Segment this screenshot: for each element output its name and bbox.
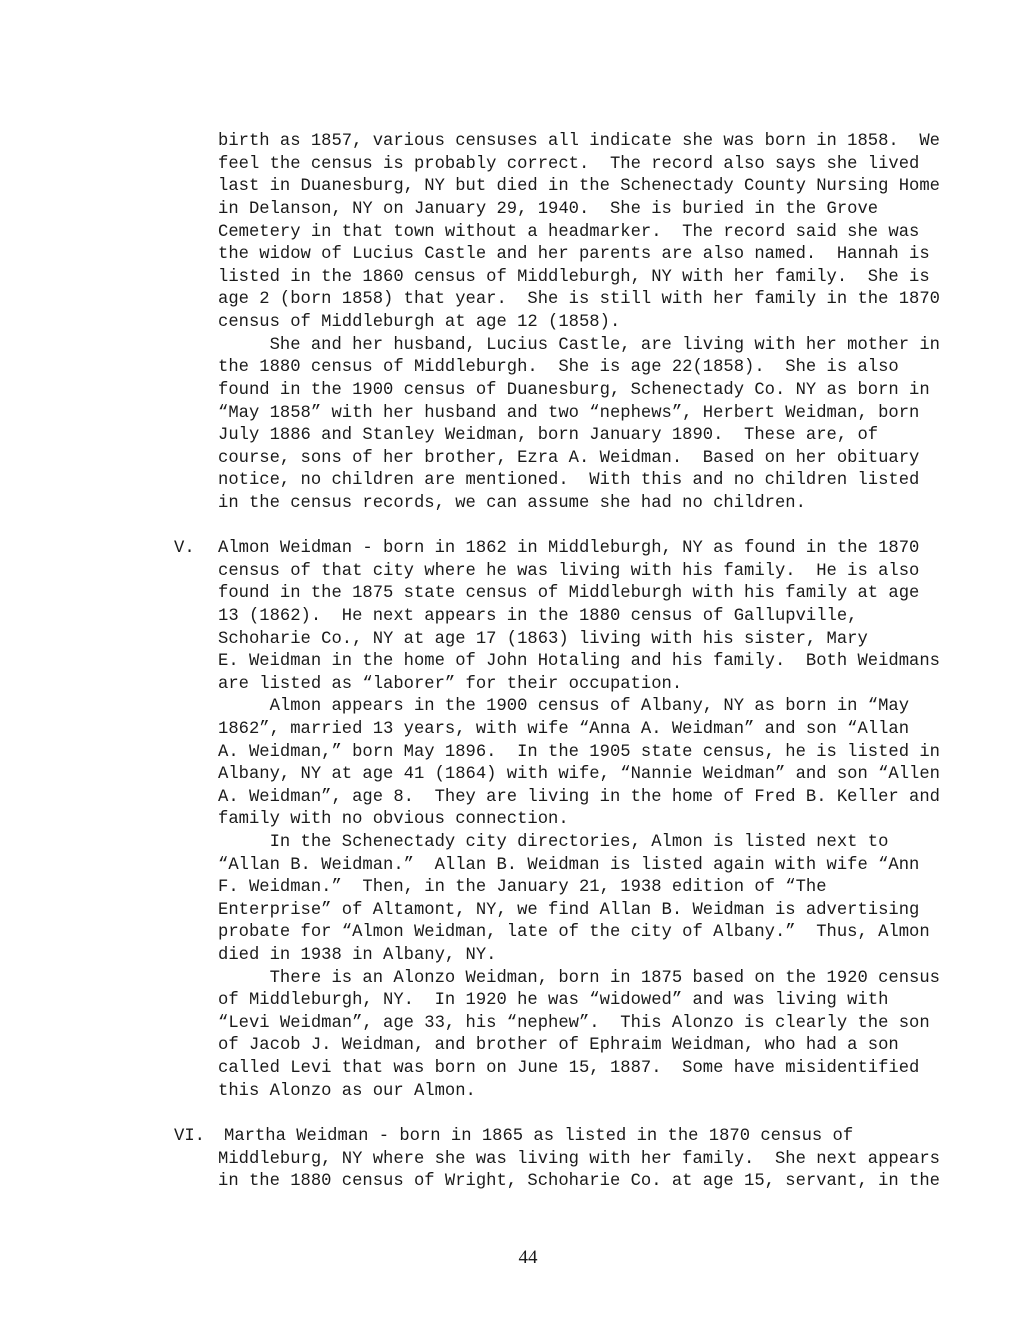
page-number: 44 xyxy=(518,1247,538,1268)
text-line: Albany, NY at age 41 (1864) with wife, “Nannie Weidman” and son “Allen xyxy=(218,765,940,784)
text-line: 13 (1862). He next appears in the 1880 census of Gallupville, xyxy=(218,607,858,626)
text-line: “May 1858” with her husband and two “nephews”, Herbert Weidman, born xyxy=(218,404,920,423)
text-line: in the census records, we can assume she had no children. xyxy=(218,494,806,513)
text-line: in the 1880 census of Wright, Schoharie Co. at age 15, servant, in the xyxy=(218,1172,940,1191)
text-line: probate for “Almon Weidman, late of the city of Albany.” Thus, Almon xyxy=(218,923,930,942)
text-line: Enterprise” of Altamont, NY, we find Allan B. Weidman is advertising xyxy=(218,901,920,920)
text-line: are listed as “laborer” for their occupation. xyxy=(218,675,683,694)
section-marker: V. xyxy=(174,539,195,558)
section-marker: VI. xyxy=(174,1127,205,1146)
text-line: She and her husband, Lucius Castle, are living with her mother in xyxy=(218,336,940,355)
text-line: birth as 1857, various censuses all indicate she was born in 1858. We xyxy=(218,132,940,151)
text-line: called Levi that was born on June 15, 1887. Some have misidentified xyxy=(218,1059,920,1078)
text-line: A. Weidman,” born May 1896. In the 1905 state census, he is listed in xyxy=(218,743,940,762)
text-line: July 1886 and Stanley Weidman, born January 1890. These are, of xyxy=(218,426,879,445)
text-line: “Levi Weidman”, age 33, his “nephew”. This Alonzo is clearly the son xyxy=(218,1014,930,1033)
text-line: census of Middleburgh at age 12 (1858). xyxy=(218,313,621,332)
text-line: F. Weidman.” Then, in the January 21, 1938 edition of “The xyxy=(218,878,827,897)
text-line: in Delanson, NY on January 29, 1940. She is buried in the Grove xyxy=(218,200,879,219)
text-line: course, sons of her brother, Ezra A. Weidman. Based on her obituary xyxy=(218,449,920,468)
text-line: feel the census is probably correct. The record also says she lived xyxy=(218,155,920,174)
text-line: of Jacob J. Weidman, and brother of Ephraim Weidman, who had a son xyxy=(218,1036,899,1055)
text-line: listed in the 1860 census of Middleburgh, NY with her family. She is xyxy=(218,268,930,287)
text-line: notice, no children are mentioned. With this and no children listed xyxy=(218,471,920,490)
text-line: Schoharie Co., NY at age 17 (1863) living with his sister, Mary xyxy=(218,630,868,649)
text-line: 1862”, married 13 years, with wife “Anna A. Weidman” and son “Allan xyxy=(218,720,910,739)
text-line: A. Weidman”, age 8. They are living in the home of Fred B. Keller and xyxy=(218,788,940,807)
text-line: died in 1938 in Albany, NY. xyxy=(218,946,497,965)
text-line: “Allan B. Weidman.” Allan B. Weidman is listed again with wife “Ann xyxy=(218,856,920,875)
text-line: There is an Alonzo Weidman, born in 1875 based on the 1920 census xyxy=(218,969,940,988)
text-line: found in the 1900 census of Duanesburg, Schenectady Co. NY as born in xyxy=(218,381,930,400)
text-line: In the Schenectady city directories, Almon is listed next to xyxy=(218,833,889,852)
text-line: found in the 1875 state census of Middleburgh with his family at age xyxy=(218,584,920,603)
text-line: of Middleburgh, NY. In 1920 he was “widowed” and was living with xyxy=(218,991,889,1010)
text-line: age 2 (born 1858) that year. She is still with her family in the 1870 xyxy=(218,290,940,309)
text-line: this Alonzo as our Almon. xyxy=(218,1082,476,1101)
text-line: family with no obvious connection. xyxy=(218,810,569,829)
text-line: the widow of Lucius Castle and her parents are also named. Hannah is xyxy=(218,245,930,264)
text-line: last in Duanesburg, NY but died in the Schenectady County Nursing Home xyxy=(218,177,940,196)
text-line: Almon Weidman - born in 1862 in Middleburgh, NY as found in the 1870 xyxy=(218,539,920,558)
text-line: E. Weidman in the home of John Hotaling and his family. Both Weidmans xyxy=(218,652,940,671)
text-line: Cemetery in that town without a headmarker. The record said she was xyxy=(218,223,920,242)
text-line: Martha Weidman - born in 1865 as listed in the 1870 census of xyxy=(224,1127,854,1146)
text-line: census of that city where he was living with his family. He is also xyxy=(218,562,920,581)
text-line: the 1880 census of Middleburgh. She is age 22(1858). She is also xyxy=(218,358,899,377)
text-line: Almon appears in the 1900 census of Albany, NY as born in “May xyxy=(218,697,910,716)
text-line: Middleburg, NY where she was living with her family. She next appears xyxy=(218,1150,940,1169)
